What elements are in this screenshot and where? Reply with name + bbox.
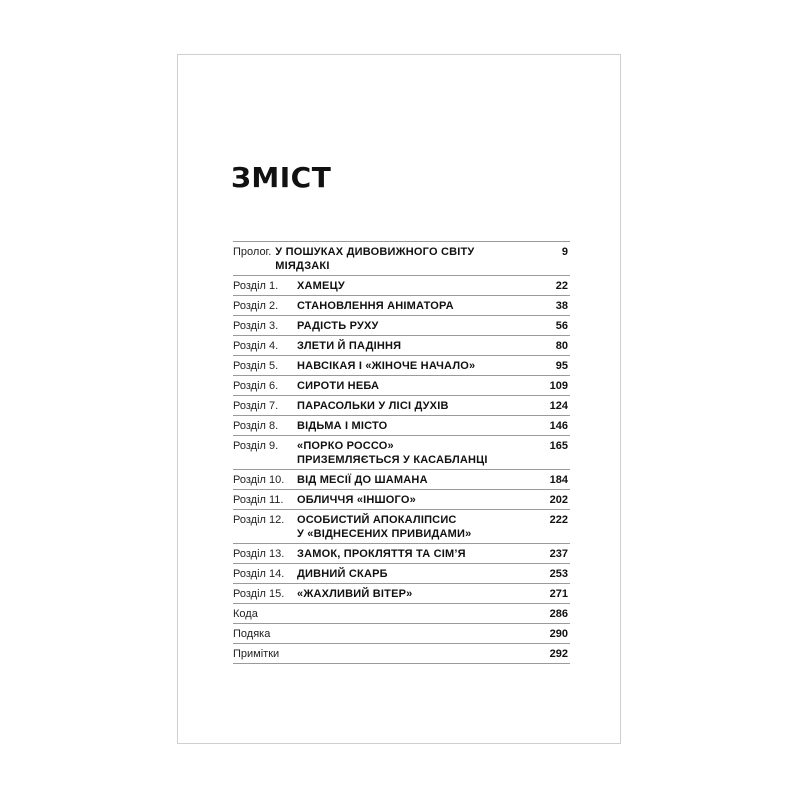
toc-label: Розділ 2. bbox=[233, 300, 279, 312]
toc-page-number: 124 bbox=[549, 400, 568, 412]
toc-page-number: 146 bbox=[549, 420, 568, 432]
toc-label: Розділ 12. bbox=[233, 514, 285, 526]
toc-title bbox=[293, 473, 524, 487]
toc-label: Розділ 4. bbox=[233, 340, 279, 352]
toc-title-line: НАВСІКАЯ І «ЖІНОЧЕ НАЧАЛО» bbox=[297, 360, 476, 372]
toc-title-line: РАДІСТЬ РУХУ bbox=[297, 320, 379, 332]
toc-title-line: ПРИЗЕМЛЯЄТЬСЯ У КАСАБЛАНЦІ bbox=[297, 454, 488, 466]
table-of-contents bbox=[233, 241, 570, 664]
toc-title bbox=[293, 299, 524, 313]
toc-title-line: У ПОШУКАХ ДИВОВИЖНОГО СВІТУ МІЯДЗАКІ bbox=[275, 246, 475, 272]
toc-page-number: 165 bbox=[549, 440, 568, 452]
toc-row bbox=[233, 416, 570, 436]
toc-label: Розділ 15. bbox=[233, 588, 285, 600]
toc-title bbox=[293, 359, 524, 373]
toc-title bbox=[293, 567, 524, 581]
toc-page-number: 184 bbox=[549, 474, 568, 486]
toc-row bbox=[233, 624, 570, 644]
toc-title-line: ДИВНИЙ СКАРБ bbox=[297, 568, 388, 580]
toc-row bbox=[233, 564, 570, 584]
toc-title-line: ОБЛИЧЧЯ «ІНШОГО» bbox=[297, 494, 416, 506]
toc-title bbox=[293, 439, 524, 467]
toc-page-number: 22 bbox=[555, 280, 568, 292]
toc-title-line: «ЖАХЛИВИЙ ВІТЕР» bbox=[297, 588, 413, 600]
toc-label: Кода bbox=[233, 608, 258, 620]
toc-row bbox=[233, 336, 570, 356]
toc-label: Пролог. bbox=[233, 246, 272, 258]
toc-title-line: У «ВІДНЕСЕНИХ ПРИВИДАМИ» bbox=[297, 528, 472, 540]
toc-label: Розділ 11. bbox=[233, 494, 284, 506]
toc-row bbox=[233, 470, 570, 490]
toc-title bbox=[293, 513, 524, 541]
toc-title-line: ХАМЕЦУ bbox=[297, 280, 345, 292]
toc-page-number: 9 bbox=[561, 246, 568, 258]
toc-row bbox=[233, 490, 570, 510]
toc-row bbox=[233, 276, 570, 296]
toc-page-number: 237 bbox=[549, 548, 568, 560]
toc-title bbox=[293, 379, 524, 393]
toc-page-number: 202 bbox=[549, 494, 568, 506]
toc-page-number: 38 bbox=[555, 300, 568, 312]
toc-page-number: 95 bbox=[555, 360, 568, 372]
toc-page-number: 109 bbox=[549, 380, 568, 392]
toc-label: Подяка bbox=[233, 628, 271, 640]
toc-label: Розділ 14. bbox=[233, 568, 285, 580]
toc-title bbox=[293, 419, 524, 433]
toc-label: Розділ 9. bbox=[233, 440, 279, 452]
toc-title-line: СИРОТИ НЕБА bbox=[297, 380, 380, 392]
toc-row bbox=[233, 436, 570, 470]
toc-label: Розділ 5. bbox=[233, 360, 279, 372]
toc-label: Розділ 7. bbox=[233, 400, 279, 412]
toc-row bbox=[233, 396, 570, 416]
toc-label: Розділ 10. bbox=[233, 474, 285, 486]
toc-title bbox=[293, 339, 524, 353]
toc-row bbox=[233, 356, 570, 376]
toc-row bbox=[233, 510, 570, 544]
toc-label: Розділ 3. bbox=[233, 320, 279, 332]
toc-label: Розділ 8. bbox=[233, 420, 279, 432]
toc-title-line: ЗАМОК, ПРОКЛЯТТЯ ТА СІМ’Я bbox=[297, 548, 466, 560]
toc-title-line: ЗЛЕТИ Й ПАДІННЯ bbox=[297, 340, 402, 352]
toc-title bbox=[293, 547, 524, 561]
toc-row bbox=[233, 296, 570, 316]
toc-row bbox=[233, 544, 570, 564]
toc-label: Розділ 6. bbox=[233, 380, 279, 392]
toc-row bbox=[233, 376, 570, 396]
book-page bbox=[177, 54, 621, 744]
toc-label: Розділ 1. bbox=[233, 280, 279, 292]
toc-page-number: 56 bbox=[555, 320, 568, 332]
toc-row bbox=[233, 316, 570, 336]
toc-title bbox=[293, 319, 524, 333]
page-title: ЗМІСТ bbox=[231, 161, 332, 194]
toc-page-number: 80 bbox=[555, 340, 568, 352]
toc-page-number: 286 bbox=[549, 608, 568, 620]
toc-title-line: ОСОБИСТИЙ АПОКАЛІПСИС bbox=[297, 514, 457, 526]
toc-page-number: 292 bbox=[549, 648, 568, 660]
toc-page-number: 271 bbox=[549, 588, 568, 600]
toc-title-line: ВІД МЕСІЇ ДО ШАМАНА bbox=[297, 474, 428, 486]
toc-label: Розділ 13. bbox=[233, 548, 285, 560]
toc-page-number: 290 bbox=[549, 628, 568, 640]
toc-title bbox=[293, 493, 524, 507]
toc-title bbox=[293, 279, 524, 293]
toc-title bbox=[293, 399, 524, 413]
toc-row bbox=[233, 584, 570, 604]
toc-title-line: ПАРАСОЛЬКИ У ЛІСІ ДУХІВ bbox=[297, 400, 449, 412]
toc-row bbox=[233, 604, 570, 624]
toc-title-line: «ПОРКО РОССО» bbox=[297, 440, 394, 452]
toc-title-line: СТАНОВЛЕННЯ АНІМАТОРА bbox=[297, 300, 454, 312]
toc-page-number: 222 bbox=[549, 514, 568, 526]
toc-row bbox=[233, 644, 570, 664]
toc-page-number: 253 bbox=[549, 568, 568, 580]
toc-title bbox=[293, 587, 524, 601]
toc-label: Примітки bbox=[233, 648, 280, 660]
toc-title bbox=[271, 245, 524, 273]
toc-title-line: ВІДЬМА І МІСТО bbox=[297, 420, 388, 432]
toc-row bbox=[233, 242, 570, 276]
